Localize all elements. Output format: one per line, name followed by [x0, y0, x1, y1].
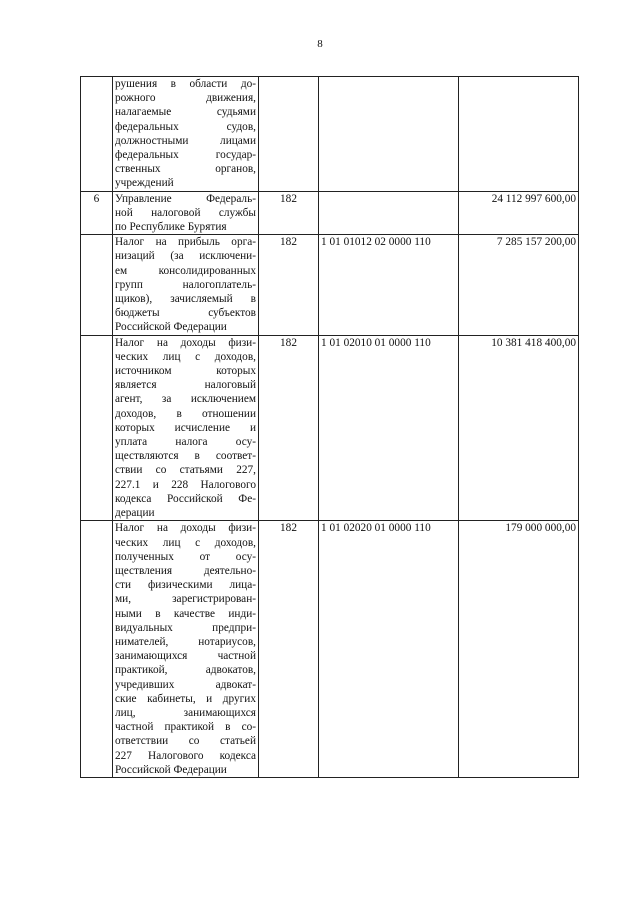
row-name-line: ми, зарегистрирован-	[115, 593, 256, 606]
row-name-line: ными в качестве инди-	[115, 607, 256, 620]
row-classification-code-cell: 1 01 02020 01 0000 110	[319, 521, 459, 778]
row-name-line: уплата налога осу-	[115, 436, 256, 449]
row-name-line: видуальных предпри-	[115, 621, 256, 634]
row-name-line: ственных органов,	[115, 163, 256, 176]
row-sum-cell: 179 000 000,00	[459, 521, 579, 778]
row-admin-code-cell: 182	[259, 235, 319, 335]
row-admin-code-cell: 182	[259, 335, 319, 521]
row-name-line: групп налогоплатель-	[115, 278, 256, 291]
row-name-line: полученных от осу-	[115, 550, 256, 563]
row-name-line: лиц, занимающихся	[115, 706, 256, 719]
row-name-line: должностными лицами	[115, 134, 256, 147]
row-name-cell	[113, 191, 259, 235]
row-name-line: доходов, в отношении	[115, 407, 256, 420]
row-name-line: бюджеты субъектов	[115, 307, 256, 320]
revenue-table	[80, 76, 579, 778]
row-name-cell	[113, 335, 259, 521]
row-name-line: 227 Налогового кодекса	[115, 749, 256, 762]
table-row	[81, 235, 579, 335]
row-name-line: нимателей, нотариусов,	[115, 635, 256, 648]
row-number-cell	[81, 235, 113, 335]
page-number: 8	[317, 38, 323, 50]
row-name-line: учреждений	[115, 177, 174, 190]
row-name-line: ществления деятельно-	[115, 564, 256, 577]
row-sum-cell: 7 285 157 200,00	[459, 235, 579, 335]
table-body	[81, 77, 579, 778]
row-name-line: ческих лиц с доходов,	[115, 536, 256, 549]
row-name-line: ем консолидированных	[115, 264, 256, 277]
row-name-line: ной налоговой службы	[115, 206, 256, 219]
row-name-cell	[113, 521, 259, 778]
row-name-line: ответствии со статьей	[115, 735, 256, 748]
row-name-line: источником которых	[115, 365, 256, 378]
table-row	[81, 335, 579, 521]
row-admin-code-cell	[259, 77, 319, 192]
table-row	[81, 521, 579, 778]
row-number-cell	[81, 77, 113, 192]
row-admin-code-cell: 182	[259, 521, 319, 778]
row-name-line: частной практикой в со-	[115, 721, 256, 734]
row-name-line: Управление Федераль-	[115, 192, 256, 205]
row-name-line: агент, за исключением	[115, 393, 256, 406]
row-name-line: федеральных судов,	[115, 120, 256, 133]
row-admin-code-cell: 182	[259, 191, 319, 235]
row-name-line: 227.1 и 228 Налогового	[115, 478, 256, 491]
row-name-line: Налог на прибыль орга-	[115, 236, 256, 249]
row-classification-code-cell	[319, 191, 459, 235]
row-name-line: дерации	[115, 507, 155, 520]
row-number-cell	[81, 521, 113, 778]
row-name-line: практикой, адвокатов,	[115, 664, 256, 677]
row-name-line: низаций (за исключени-	[115, 250, 256, 263]
row-name-line: Налог на доходы физи-	[115, 522, 256, 535]
row-classification-code-cell: 1 01 02010 01 0000 110	[319, 335, 459, 521]
row-sum-cell: 10 381 418 400,00	[459, 335, 579, 521]
row-name-line: ческих лиц с доходов,	[115, 350, 256, 363]
row-sum-cell	[459, 77, 579, 192]
row-number-cell: 6	[81, 191, 113, 235]
row-name-line: Российской Федерации	[115, 763, 227, 776]
row-name-line: занимающихся частной	[115, 650, 256, 663]
row-name-line: учредивших адвокат-	[115, 678, 256, 691]
row-name-cell	[113, 235, 259, 335]
row-name-line: рожного движения,	[115, 92, 256, 105]
table-row	[81, 77, 579, 192]
row-name-line: кодекса Российской Фе-	[115, 492, 256, 505]
row-name-line: ские кабинеты, и других	[115, 692, 256, 705]
row-name-line: Российской Федерации	[115, 321, 227, 334]
row-name-line: Налог на доходы физи-	[115, 336, 256, 349]
row-name-line: по Республике Бурятия	[115, 221, 227, 234]
row-name-line: сти физическими лица-	[115, 579, 256, 592]
row-name-line: ществляются в соответ-	[115, 450, 256, 463]
row-name-line: федеральных государ-	[115, 149, 256, 162]
row-name-line: ствии со статьями 227,	[115, 464, 256, 477]
row-name-line: которых исчисление и	[115, 421, 256, 434]
row-classification-code-cell	[319, 77, 459, 192]
table-row	[81, 191, 579, 235]
row-name-line: налагаемые судьями	[115, 106, 256, 119]
row-classification-code-cell: 1 01 01012 02 0000 110	[319, 235, 459, 335]
row-sum-cell: 24 112 997 600,00	[459, 191, 579, 235]
row-name-cell	[113, 77, 259, 192]
row-name-line: является налоговый	[115, 379, 256, 392]
row-number-cell	[81, 335, 113, 521]
row-name-line: рушения в области до-	[115, 78, 256, 90]
row-name-line: щиков), зачисляемый в	[115, 293, 256, 306]
